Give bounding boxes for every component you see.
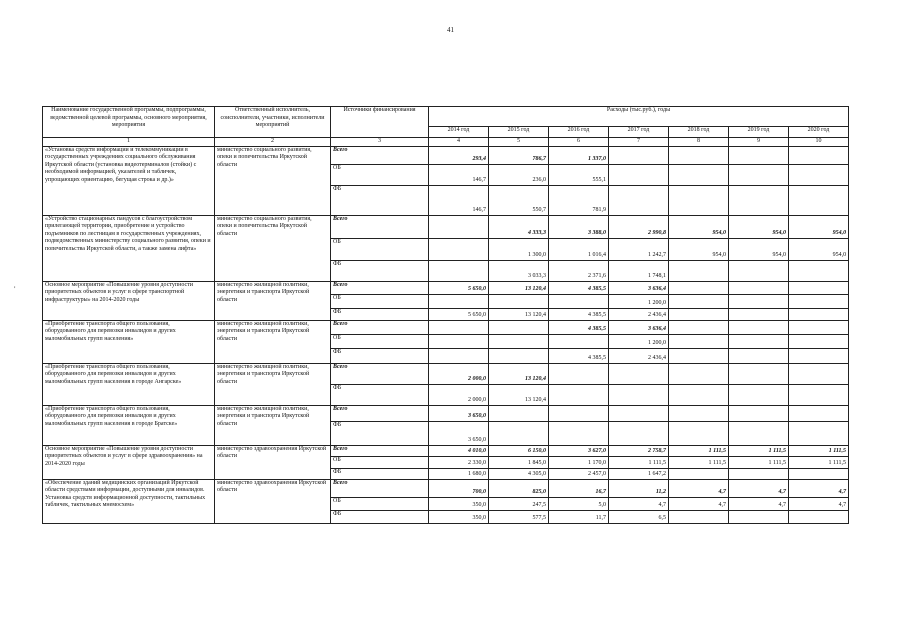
amount-cell	[669, 468, 729, 479]
amount-cell: 4,7	[789, 497, 849, 510]
amount-cell: 1 200,0	[609, 294, 669, 308]
amount-cell	[729, 146, 789, 164]
funding-source: ОБ	[331, 238, 429, 260]
amount-cell: 1 647,2	[609, 468, 669, 479]
funding-source: Всего	[331, 405, 429, 421]
amount-cell	[669, 421, 729, 445]
budget-table	[42, 106, 849, 524]
amount-cell	[729, 510, 789, 523]
funding-source: Всего	[331, 320, 429, 334]
amount-cell: 4,7	[669, 497, 729, 510]
amount-cell: 577,5	[489, 510, 549, 523]
amount-cell	[489, 294, 549, 308]
amount-cell	[789, 260, 849, 281]
amount-cell: 4,7	[729, 497, 789, 510]
amount-cell: 13 120,4	[489, 384, 549, 405]
amount-cell	[729, 363, 789, 384]
amount-cell	[429, 215, 489, 238]
amount-cell: 954,0	[789, 238, 849, 260]
activity-name: «Обеспечение зданий медицинских организаций Иркутской области средствами информации, доступными для инвалидов. Установка средств информационной доступности, тактильных табличек, тактильных мнемосхем»	[43, 479, 215, 523]
amount-cell	[789, 421, 849, 445]
funding-source: ОБ	[331, 294, 429, 308]
amount-cell: 1 200,0	[609, 334, 669, 348]
funding-source: ФБ	[331, 384, 429, 405]
column-number: 8	[669, 138, 729, 147]
amount-cell	[789, 334, 849, 348]
funding-source: Всего	[331, 445, 429, 456]
amount-cell	[789, 348, 849, 363]
amount-cell: 2 436,4	[609, 348, 669, 363]
amount-cell: 3 636,4	[609, 281, 669, 294]
executor: министерство здравоохранения Иркутской области	[215, 479, 331, 523]
amount-cell	[729, 164, 789, 185]
column-number: 7	[609, 138, 669, 147]
amount-cell	[669, 320, 729, 334]
amount-cell	[729, 308, 789, 320]
amount-cell: 550,7	[489, 185, 549, 215]
funding-source: ОБ	[331, 456, 429, 468]
amount-cell	[429, 238, 489, 260]
amount-cell: 3 636,4	[609, 320, 669, 334]
amount-cell: 4,7	[609, 497, 669, 510]
amount-cell	[609, 384, 669, 405]
executor: министерство здравоохранения Иркутской области	[215, 445, 331, 479]
table-row	[43, 281, 849, 294]
table-row	[43, 146, 849, 164]
column-number: 1	[43, 138, 215, 147]
amount-cell: 5,0	[549, 497, 609, 510]
funding-source: ФБ	[331, 510, 429, 523]
amount-cell	[549, 294, 609, 308]
amount-cell	[429, 348, 489, 363]
amount-cell: 954,0	[789, 215, 849, 238]
amount-cell	[549, 334, 609, 348]
amount-cell	[789, 164, 849, 185]
amount-cell	[729, 281, 789, 294]
activity-name: «Приобретение транспорта общего пользования, оборудованного для перевозки инвалидов и других маломобильных групп населения в городе Братске»	[43, 405, 215, 445]
amount-cell: 2 436,4	[609, 308, 669, 320]
amount-cell: 1 111,5	[729, 445, 789, 456]
amount-cell	[789, 320, 849, 334]
amount-cell: 1 845,0	[489, 456, 549, 468]
activity-name: «Устройство стационарных пандусов с благоустройством прилегающей территории, приобретение и устройство подъемников по лестницам в государственных учреждениях, подведомственных министерству социального развития, опеки и попечительства Иркутской области, а также замена лифта»	[43, 215, 215, 281]
amount-cell: 13 120,4	[489, 281, 549, 294]
amount-cell: 13 120,4	[489, 363, 549, 384]
funding-source: ФБ	[331, 421, 429, 445]
header-expenses: Расходы (тыс.руб.), годы	[429, 107, 849, 127]
amount-cell	[729, 260, 789, 281]
amount-cell	[429, 334, 489, 348]
column-number: 10	[789, 138, 849, 147]
amount-cell: 555,1	[549, 164, 609, 185]
amount-cell	[609, 146, 669, 164]
funding-source: ОБ	[331, 164, 429, 185]
page-number: 41	[447, 26, 454, 34]
amount-cell	[489, 348, 549, 363]
header-executor: Ответственный исполнитель, соисполнители, участники, исполнители мероприятий	[215, 107, 331, 138]
amount-cell: 4 385,5	[549, 348, 609, 363]
funding-source: ФБ	[331, 308, 429, 320]
amount-cell: 954,0	[729, 215, 789, 238]
column-number: 4	[429, 138, 489, 147]
amount-cell	[789, 384, 849, 405]
amount-cell	[669, 348, 729, 363]
amount-cell: 2 457,0	[549, 468, 609, 479]
header-source: Источники финансирования	[331, 107, 429, 138]
amount-cell	[489, 421, 549, 445]
amount-cell	[669, 294, 729, 308]
amount-cell	[669, 308, 729, 320]
executor: министерство жилищной политики, энергетики и транспорта Иркутской области	[215, 281, 331, 320]
activity-name: Основное мероприятие «Повышение уровня доступности приоритетных объектов и услуг в сфере транспортной инфраструктуры» на 2014-2020 годы	[43, 281, 215, 320]
amount-cell	[729, 294, 789, 308]
amount-cell	[429, 320, 489, 334]
amount-cell: 6,5	[609, 510, 669, 523]
amount-cell: 5 650,0	[429, 281, 489, 294]
amount-cell	[669, 185, 729, 215]
amount-cell	[729, 421, 789, 445]
amount-cell: 1 680,0	[429, 468, 489, 479]
amount-cell	[669, 405, 729, 421]
funding-source: ОБ	[331, 497, 429, 510]
amount-cell	[549, 405, 609, 421]
amount-cell: 350,0	[429, 510, 489, 523]
amount-cell: 247,5	[489, 497, 549, 510]
amount-cell	[789, 146, 849, 164]
amount-cell	[789, 363, 849, 384]
amount-cell: 1 300,0	[489, 238, 549, 260]
stray-mark: ,	[14, 283, 16, 289]
amount-cell	[789, 281, 849, 294]
amount-cell	[729, 468, 789, 479]
funding-source: ФБ	[331, 185, 429, 215]
amount-cell: 954,0	[669, 238, 729, 260]
amount-cell: 4,7	[789, 479, 849, 497]
amount-cell: 2 990,8	[609, 215, 669, 238]
table-row	[43, 479, 849, 497]
amount-cell	[729, 334, 789, 348]
funding-source: Всего	[331, 363, 429, 384]
amount-cell: 825,0	[489, 479, 549, 497]
amount-cell: 1 111,5	[609, 456, 669, 468]
amount-cell: 781,9	[549, 185, 609, 215]
amount-cell: 3 388,0	[549, 215, 609, 238]
funding-source: ФБ	[331, 468, 429, 479]
column-number: 9	[729, 138, 789, 147]
amount-cell	[729, 185, 789, 215]
amount-cell	[609, 421, 669, 445]
amount-cell: 1 111,5	[669, 456, 729, 468]
funding-source: ФБ	[331, 260, 429, 281]
header-year: 2015 год	[489, 127, 549, 138]
amount-cell: 954,0	[669, 215, 729, 238]
amount-cell	[789, 185, 849, 215]
amount-cell	[489, 320, 549, 334]
funding-source: Всего	[331, 215, 429, 238]
table-row	[43, 363, 849, 384]
amount-cell: 2 000,0	[429, 384, 489, 405]
table-row	[43, 445, 849, 456]
executor: министерство социального развития, опеки и попечительства Иркутской области	[215, 215, 331, 281]
amount-cell: 1 170,0	[549, 456, 609, 468]
amount-cell: 4 385,5	[549, 308, 609, 320]
amount-cell	[789, 308, 849, 320]
column-number: 6	[549, 138, 609, 147]
amount-cell	[789, 294, 849, 308]
amount-cell	[609, 164, 669, 185]
header-year: 2020 год	[789, 127, 849, 138]
header-year: 2018 год	[669, 127, 729, 138]
amount-cell	[609, 405, 669, 421]
amount-cell: 3 627,0	[549, 445, 609, 456]
amount-cell	[729, 320, 789, 334]
executor: министерство социального развития, опеки и попечительства Иркутской области	[215, 146, 331, 215]
amount-cell: 4,7	[669, 479, 729, 497]
amount-cell	[489, 334, 549, 348]
column-number: 5	[489, 138, 549, 147]
activity-name: Основное мероприятие «Повышение уровня доступности приоритетных объектов и услуг в сфере здравоохранения» на 2014-2020 годы	[43, 445, 215, 479]
funding-source: ОБ	[331, 334, 429, 348]
amount-cell	[669, 260, 729, 281]
amount-cell	[789, 510, 849, 523]
amount-cell: 11,7	[549, 510, 609, 523]
amount-cell	[609, 185, 669, 215]
amount-cell: 6 150,0	[489, 445, 549, 456]
amount-cell: 16,7	[549, 479, 609, 497]
amount-cell: 1 111,5	[669, 445, 729, 456]
amount-cell: 1 748,1	[609, 260, 669, 281]
header-year: 2014 год	[429, 127, 489, 138]
executor: министерство жилищной политики, энергетики и транспорта Иркутской области	[215, 405, 331, 445]
amount-cell: 2 758,7	[609, 445, 669, 456]
amount-cell: 2 000,0	[429, 363, 489, 384]
activity-name: «Приобретение транспорта общего пользования, оборудованного для перевозки инвалидов и других маломобильных групп населения в городе Ангарске»	[43, 363, 215, 405]
amount-cell: 3 033,3	[489, 260, 549, 281]
funding-source: Всего	[331, 479, 429, 497]
activity-name: «Приобретение транспорта общего пользования, оборудованного для перевозки инвалидов и других маломобильных групп населения»	[43, 320, 215, 363]
amount-cell: 293,4	[429, 146, 489, 164]
amount-cell: 146,7	[429, 185, 489, 215]
amount-cell: 2 330,0	[429, 456, 489, 468]
amount-cell	[669, 384, 729, 405]
funding-source: ФБ	[331, 348, 429, 363]
amount-cell	[549, 384, 609, 405]
amount-cell	[669, 510, 729, 523]
amount-cell: 4,7	[729, 479, 789, 497]
amount-cell: 1 111,5	[789, 456, 849, 468]
amount-cell	[609, 363, 669, 384]
header-name: Наименование государственной программы, подпрограммы, ведомственной целевой программы, основного мероприятия, мероприятия	[43, 107, 215, 138]
amount-cell	[729, 405, 789, 421]
amount-cell	[669, 146, 729, 164]
amount-cell	[669, 164, 729, 185]
activity-name: «Установка средств информации и телекоммуникации в государственных учреждениях социального обслуживания Иркутской области (установка видеотерминалов (стойки) с необходимой информацией, указателей и табличек, упрощающих ориентацию, бегущая строка и др.)»	[43, 146, 215, 215]
amount-cell	[429, 260, 489, 281]
amount-cell: 350,0	[429, 497, 489, 510]
column-number: 2	[215, 138, 331, 147]
amount-cell: 1 016,4	[549, 238, 609, 260]
column-number: 3	[331, 138, 429, 147]
table-row	[43, 215, 849, 238]
amount-cell: 1 111,5	[729, 456, 789, 468]
header-year: 2016 год	[549, 127, 609, 138]
amount-cell	[789, 405, 849, 421]
amount-cell	[669, 281, 729, 294]
amount-cell: 1 111,5	[789, 445, 849, 456]
amount-cell: 1 337,0	[549, 146, 609, 164]
amount-cell	[789, 468, 849, 479]
amount-cell: 4 010,0	[429, 445, 489, 456]
amount-cell: 4 305,0	[489, 468, 549, 479]
amount-cell	[669, 363, 729, 384]
table-row	[43, 320, 849, 334]
funding-source: Всего	[331, 146, 429, 164]
amount-cell: 3 650,0	[429, 421, 489, 445]
funding-source: Всего	[331, 281, 429, 294]
amount-cell	[669, 334, 729, 348]
amount-cell: 786,7	[489, 146, 549, 164]
amount-cell: 13 120,4	[489, 308, 549, 320]
amount-cell: 11,2	[609, 479, 669, 497]
executor: министерство жилищной политики, энергетики и транспорта Иркутской области	[215, 363, 331, 405]
amount-cell: 700,0	[429, 479, 489, 497]
header-year: 2019 год	[729, 127, 789, 138]
amount-cell: 2 371,6	[549, 260, 609, 281]
amount-cell	[489, 405, 549, 421]
amount-cell	[549, 363, 609, 384]
amount-cell: 954,0	[729, 238, 789, 260]
amount-cell	[729, 348, 789, 363]
amount-cell: 3 650,0	[429, 405, 489, 421]
amount-cell: 4 333,3	[489, 215, 549, 238]
amount-cell: 4 385,5	[549, 320, 609, 334]
amount-cell	[549, 421, 609, 445]
header-year: 2017 год	[609, 127, 669, 138]
table-row	[43, 405, 849, 421]
amount-cell: 236,0	[489, 164, 549, 185]
amount-cell: 1 242,7	[609, 238, 669, 260]
executor: министерство жилищной политики, энергетики и транспорта Иркутской области	[215, 320, 331, 363]
amount-cell	[729, 384, 789, 405]
amount-cell	[429, 294, 489, 308]
amount-cell: 5 650,0	[429, 308, 489, 320]
amount-cell: 4 385,5	[549, 281, 609, 294]
amount-cell: 146,7	[429, 164, 489, 185]
